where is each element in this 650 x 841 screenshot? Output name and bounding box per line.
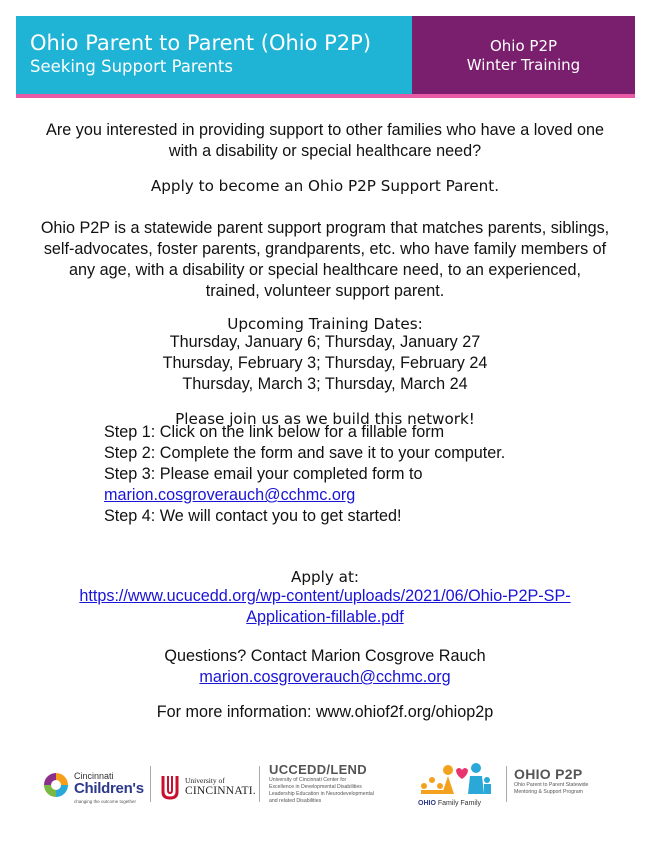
step-4: Step 4: We will contact you to get started! — [104, 507, 402, 525]
f2f-figures-icon — [416, 760, 494, 800]
childrens-swirl-icon — [41, 770, 71, 804]
description-line-3: any age, with a disability or special healthcare need, to an experienced, — [68, 261, 582, 279]
training-date-line: Thursday, February 3; Thursday, February 24 — [162, 354, 488, 372]
header-title-block — [16, 16, 412, 94]
f2f-wordmark — [418, 800, 481, 807]
training-date-line: Thursday, March 3; Thursday, March 24 — [182, 375, 468, 393]
logo-divider — [150, 766, 151, 802]
header-banner — [16, 16, 635, 94]
step3-email-link[interactable]: marion.cosgroverauch@cchmc.org — [104, 486, 356, 504]
p2p-title: OHIO P2P — [514, 766, 583, 782]
ohio-f2f-logo — [416, 760, 496, 816]
ucedd-lend-logo — [269, 762, 419, 822]
program-description — [0, 218, 650, 302]
uc-name-line-1: University of — [185, 776, 225, 785]
contact-block — [0, 646, 650, 688]
ohio-p2p-logo — [514, 766, 634, 812]
childrens-name-line-2: Children's — [74, 780, 144, 797]
page-subtitle: Seeking Support Parents — [30, 57, 233, 76]
more-info: For more information: www.ohiof2f.org/ohiop2p — [156, 703, 494, 721]
page-title: Ohio Parent to Parent (Ohio P2P) — [30, 31, 372, 55]
join-text: Please join us as we build this network! — [175, 410, 475, 428]
contact-email-link[interactable]: marion.cosgroverauch@cchmc.org — [199, 668, 451, 686]
contact-text: Questions? Contact Marion Cosgrove Rauch — [164, 647, 486, 665]
p2p-line-2: Mentoring & Support Program — [514, 789, 583, 795]
header-badge — [412, 16, 635, 94]
ucedd-line-2: Excellence in Developmental Disabilities — [269, 784, 362, 790]
f2f-rest: Family Family — [437, 800, 482, 807]
apply-url — [0, 586, 650, 628]
training-date-line: Thursday, January 6; Thursday, January 27 — [169, 333, 481, 351]
step-1: Step 1: Click on the link below for a fillable form — [104, 423, 445, 441]
uc-name-line-2: CINCINNATI. — [185, 785, 256, 797]
ucedd-line-4: and related Disabilities — [269, 798, 322, 804]
badge-line-1: Ohio P2P — [489, 37, 558, 55]
partner-logos — [0, 752, 650, 822]
application-link-line-1[interactable]: https://www.ucucedd.org/wp-content/uploads/2021/06/Ohio-P2P-SP- — [79, 587, 571, 605]
header-stripe — [16, 94, 635, 98]
badge-line-2: Winter Training — [466, 56, 581, 74]
ucedd-line-3: Leadership Education in Neurodevelopmental — [269, 791, 374, 797]
application-link-line-2[interactable]: Application-fillable.pdf — [246, 608, 404, 626]
steps-list — [104, 422, 505, 527]
logo-divider — [506, 766, 507, 802]
intro-question-line-2: with a disability or special healthcare need? — [168, 142, 482, 160]
apply-call: Apply to become an Ohio P2P Support Parent. — [150, 177, 500, 195]
description-line-4: trained, volunteer support parent. — [205, 282, 445, 300]
apply-label: Apply at: — [290, 568, 360, 586]
ucedd-title: UCCEDD/LEND — [269, 762, 367, 777]
cincinnati-childrens-logo — [41, 768, 151, 812]
p2p-line-1: Ohio Parent to Parent Statewide — [514, 782, 589, 788]
training-dates — [0, 332, 650, 395]
step-2: Step 2: Complete the form and save it to your computer. — [104, 444, 506, 462]
childrens-name-line-1: Cincinnati — [74, 771, 114, 781]
intro-question-line-1: Are you interested in providing support to other families who have a loved one — [46, 121, 604, 139]
ucedd-line-1: University of Cincinnati Center for — [269, 777, 347, 783]
intro-question — [0, 120, 650, 162]
description-line-2: self-advocates, foster parents, grandparents, etc. who have family members of — [43, 240, 607, 258]
f2f-ohio: OHIO — [418, 800, 436, 807]
step-3: Step 3: Please email your completed form to — [104, 465, 423, 483]
logo-divider — [259, 766, 260, 802]
uc-logo — [160, 774, 260, 808]
childrens-tagline: changing the outcome together — [74, 799, 137, 804]
training-heading: Upcoming Training Dates: — [227, 315, 423, 333]
uc-mark-icon — [160, 774, 180, 800]
description-line-1: Ohio P2P is a statewide parent support program that matches parents, siblings, — [40, 219, 610, 237]
